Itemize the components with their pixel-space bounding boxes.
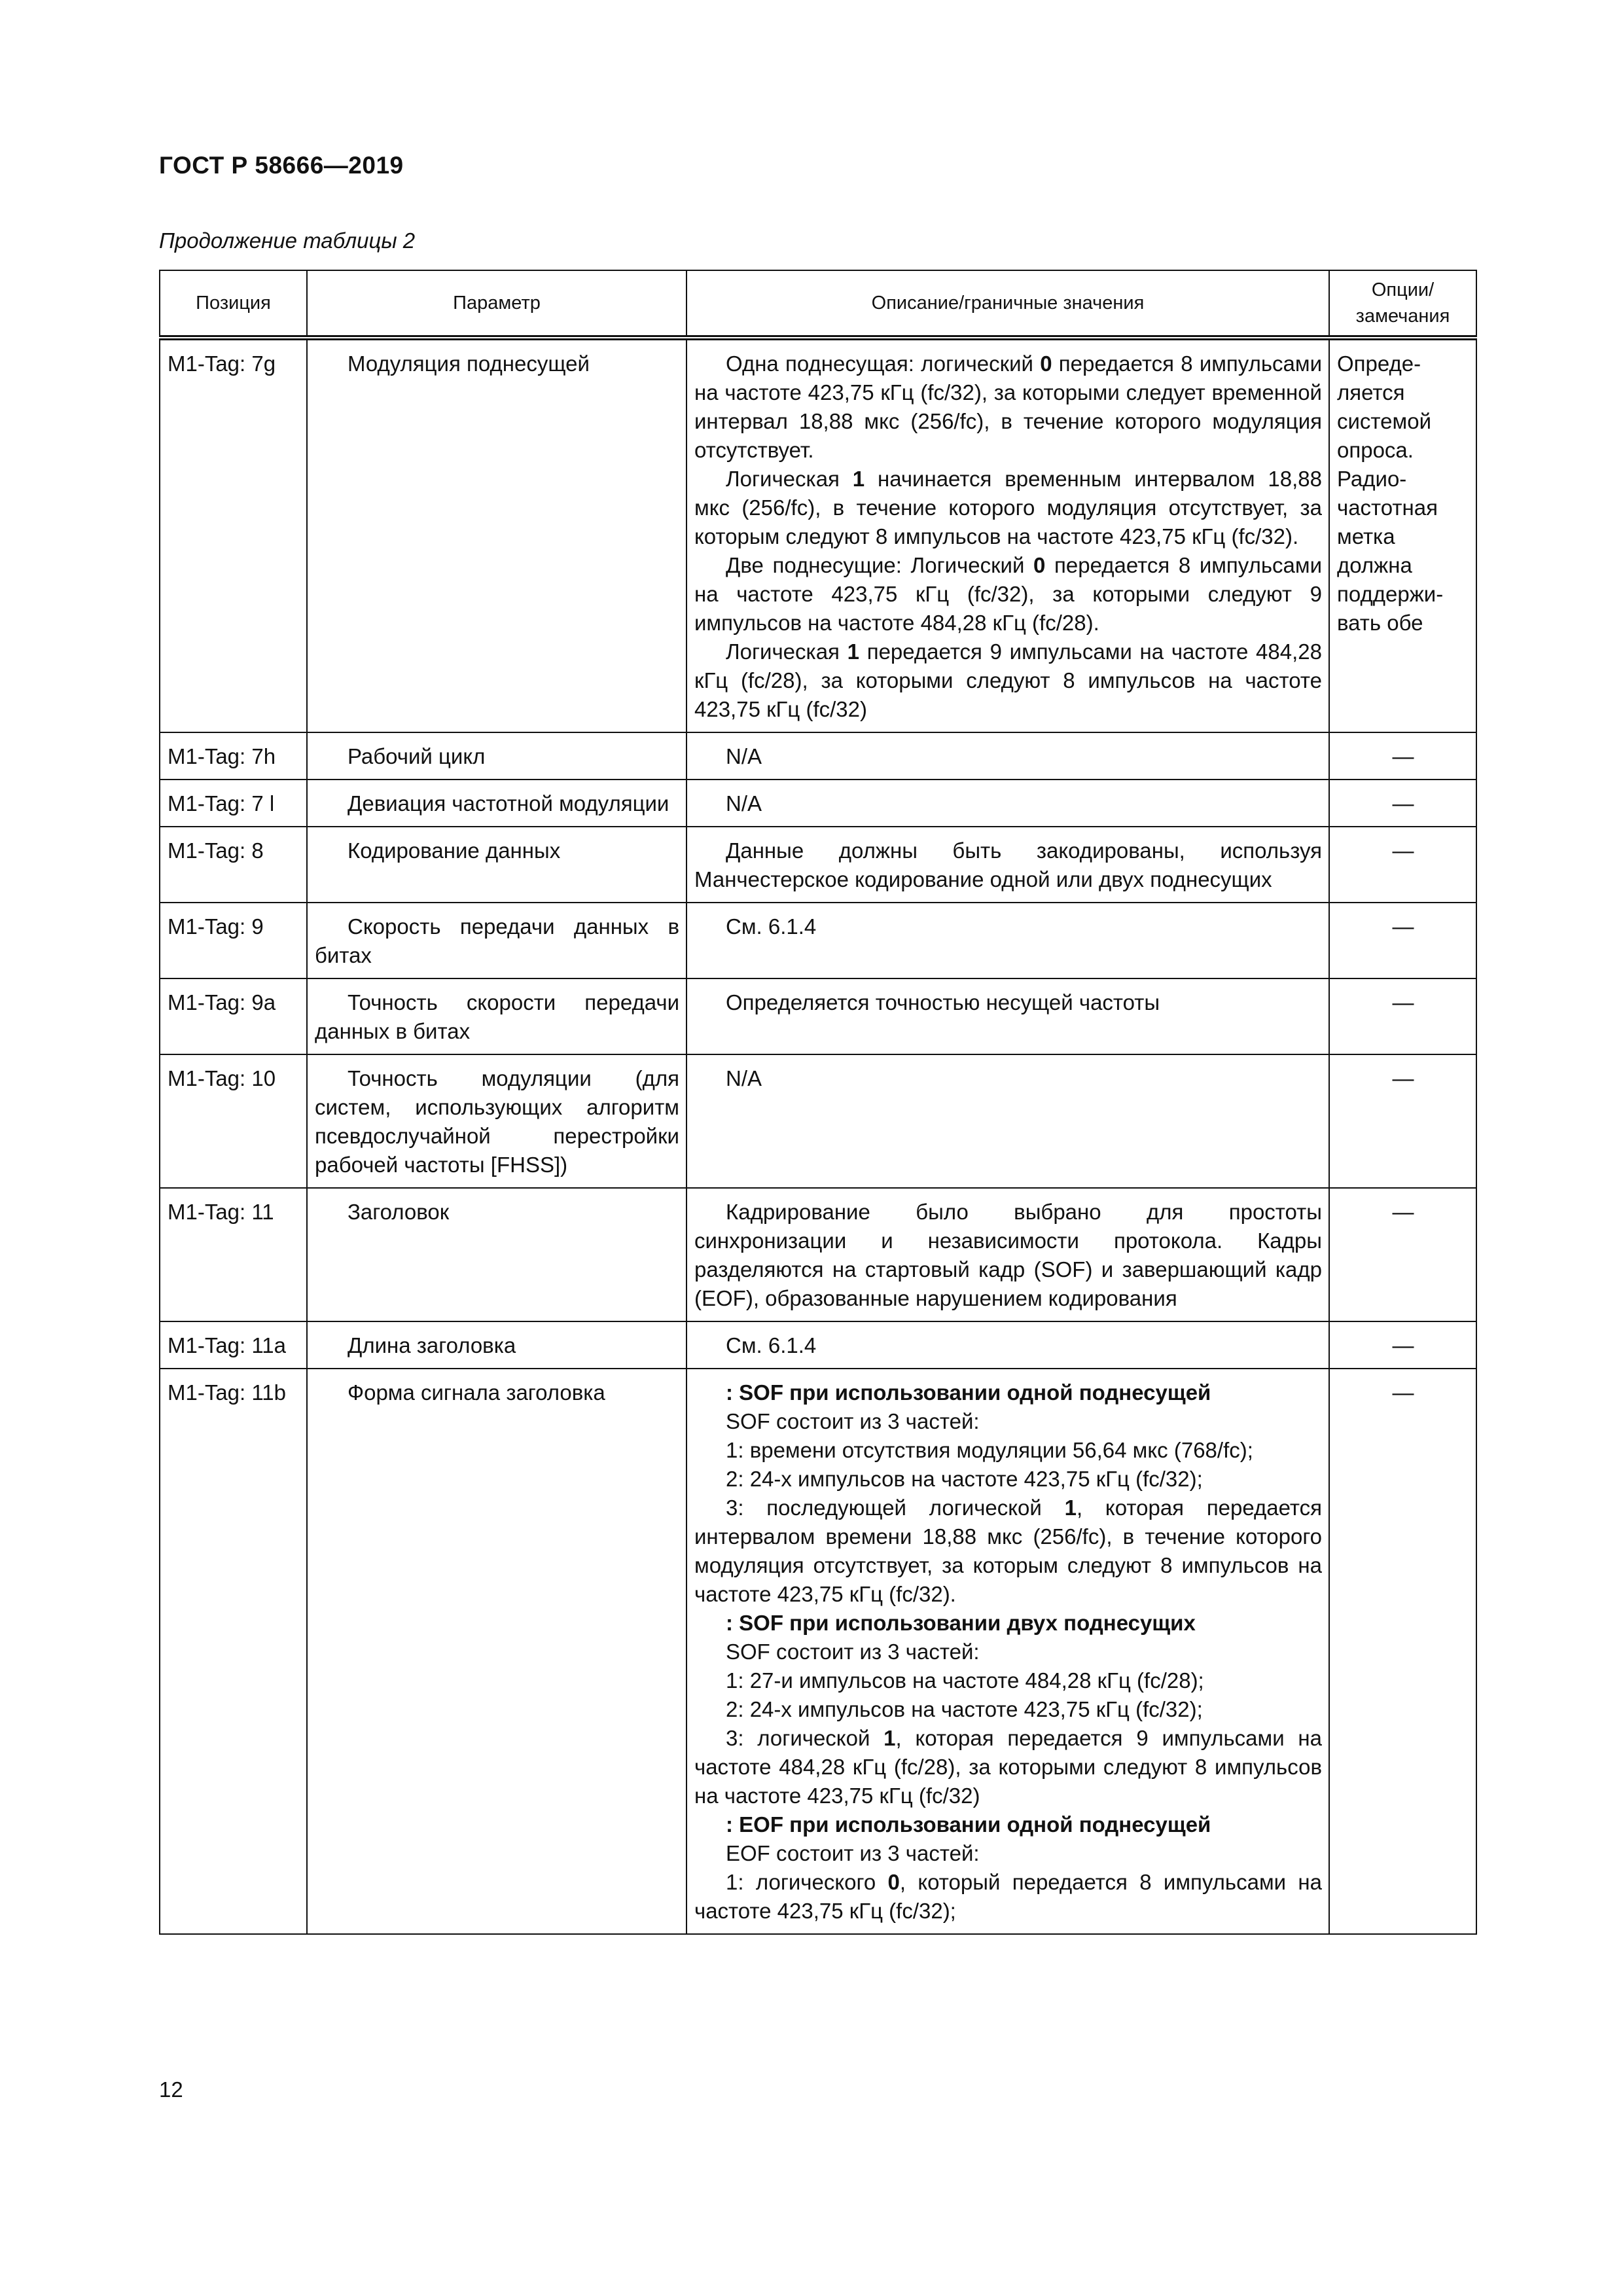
cell-position: M1-Tag: 7 l (160, 780, 307, 827)
desc-paragraph: : SOF при использовании одной поднесущей (726, 1380, 1211, 1405)
cell-note: Опреде-ляется системой опроса. Радио-частотная метка должна поддержи-вать обе (1329, 338, 1476, 732)
cell-parameter (307, 903, 687, 978)
cell-position: M1-Tag: 11b (160, 1369, 307, 1934)
cell-parameter (307, 978, 687, 1054)
desc-paragraph: N/A (726, 791, 762, 816)
cell-parameter (307, 827, 687, 903)
parameter-text: Кодирование данных (348, 838, 561, 863)
parameter-text: Форма сигнала заголовка (348, 1380, 605, 1405)
cell-position: M1-Tag: 11a (160, 1321, 307, 1369)
cell-note: — (1329, 978, 1476, 1054)
cell-position: M1-Tag: 8 (160, 827, 307, 903)
cell-parameter (307, 338, 687, 732)
cell-position: M1-Tag: 9 (160, 903, 307, 978)
cell-position: M1-Tag: 7h (160, 732, 307, 780)
desc-paragraph: 1: времени отсутствия модуляции 56,64 мкс (768/fc); (726, 1438, 1253, 1462)
desc-paragraph: SOF состоит из 3 частей: (726, 1640, 980, 1664)
parameter-text: Рабочий цикл (348, 744, 486, 768)
table-row (160, 338, 1476, 732)
col-header-parameter: Параметр (307, 270, 687, 338)
cell-note: — (1329, 1054, 1476, 1188)
cell-position: M1-Tag: 11 (160, 1188, 307, 1321)
cell-parameter (307, 732, 687, 780)
cell-note: — (1329, 780, 1476, 827)
desc-paragraph: 2: 24-х импульсов на частоте 423,75 кГц (fc/32); (726, 1467, 1203, 1491)
desc-paragraph: Кадрирование было выбрано для простоты синхронизации и независимости протокола. Кадры разделяются на стартовый кадр (SOF) и завершающий кадр (EOF), образованные нарушением кодирования (694, 1200, 1322, 1310)
desc-paragraph: Две поднесущие: Логический 0 передается 8 импульсами на частоте 423,75 кГц (fc/32), за которыми следуют 9 импульсов на частоте 484,28 кГц (fc/28). (694, 553, 1323, 635)
cell-description (687, 1369, 1329, 1934)
table-row (160, 827, 1476, 903)
desc-paragraph: 3: последующей логической 1, которая передается интервалом времени 18,88 мкс (256/fc), в течение которого модуляция отсутствует, за которым следуют 8 импульсов на частоте 423,75 кГц (fc/32). (694, 1496, 1322, 1606)
cell-note: — (1329, 1321, 1476, 1369)
table-row (160, 732, 1476, 780)
cell-description (687, 732, 1329, 780)
parameter-text: Точность модуляции (для систем, использующих алгоритм псевдослучайной перестройки рабочей частоты [FHSS]) (315, 1066, 679, 1177)
cell-description (687, 978, 1329, 1054)
cell-note: — (1329, 827, 1476, 903)
table-row (160, 978, 1476, 1054)
cell-position: M1-Tag: 9a (160, 978, 307, 1054)
desc-paragraph: SOF состоит из 3 частей: (726, 1409, 980, 1433)
table-caption: Продолжение таблицы 2 (159, 228, 416, 253)
desc-paragraph: 2: 24-х импульсов на частоте 423,75 кГц (fc/32); (726, 1697, 1203, 1721)
parameter-text: Модуляция поднесущей (348, 351, 590, 376)
desc-paragraph: : EOF при использовании одной поднесущей (726, 1812, 1211, 1837)
cell-note: — (1329, 1369, 1476, 1934)
table-row (160, 1369, 1476, 1934)
cell-parameter (307, 1369, 687, 1934)
spec-table (159, 270, 1477, 1935)
cell-description (687, 338, 1329, 732)
cell-note: — (1329, 1188, 1476, 1321)
parameter-text: Заголовок (348, 1200, 450, 1224)
desc-paragraph: См. 6.1.4 (726, 914, 817, 939)
page-number: 12 (159, 2077, 183, 2102)
cell-description (687, 1054, 1329, 1188)
cell-note: — (1329, 732, 1476, 780)
cell-parameter (307, 1321, 687, 1369)
desc-paragraph: Определяется точностью несущей частоты (726, 990, 1160, 1014)
desc-paragraph: 3: логической 1, которая передается 9 импульсами на частоте 484,28 кГц (fc/28), за которыми следуют 8 импульсов на частоте 423,75 кГц (fc/32) (694, 1726, 1322, 1808)
desc-paragraph: : SOF при использовании двух поднесущих (726, 1611, 1196, 1635)
cell-parameter (307, 1188, 687, 1321)
cell-description (687, 827, 1329, 903)
cell-note: — (1329, 903, 1476, 978)
desc-paragraph: Одна поднесущая: логический 0 передается 8 импульсами на частоте 423,75 кГц (fc/32), за которыми следует временной интервал 18,88 мкс (256/fc), в течение которого модуляция отсутствует. (694, 351, 1323, 462)
cell-description (687, 903, 1329, 978)
desc-paragraph: Данные должны быть закодированы, используя Манчестерское кодирование одной или двух поднесущих (694, 838, 1322, 891)
table-row (160, 1054, 1476, 1188)
cell-description (687, 1188, 1329, 1321)
cell-description (687, 780, 1329, 827)
parameter-text: Длина заголовка (348, 1333, 516, 1357)
parameter-text: Девиация частотной модуляции (348, 791, 669, 816)
cell-parameter (307, 1054, 687, 1188)
desc-paragraph: 1: 27-и импульсов на частоте 484,28 кГц (fc/28); (726, 1668, 1204, 1693)
parameter-text: Точность скорости передачи данных в битах (315, 990, 679, 1043)
desc-paragraph: Логическая 1 передается 9 импульсами на частоте 484,28 кГц (fc/28), за которыми следуют 8 импульсов на частоте 423,75 кГц (fc/32) (694, 639, 1322, 721)
table-row (160, 780, 1476, 827)
cell-description (687, 1321, 1329, 1369)
desc-paragraph: N/A (726, 1066, 762, 1090)
cell-position: M1-Tag: 7g (160, 338, 307, 732)
desc-paragraph: 1: логического 0, который передается 8 импульсами на частоте 423,75 кГц (fc/32); (694, 1870, 1322, 1923)
desc-paragraph: См. 6.1.4 (726, 1333, 817, 1357)
table-row (160, 903, 1476, 978)
table-header-row (160, 270, 1476, 338)
desc-paragraph: Логическая 1 начинается временным интервалом 18,88 мкс (256/fc), в течение которого модуляция отсутствует, за которым следуют 8 импульсов на частоте 423,75 кГц (fc/32). (694, 467, 1322, 548)
col-header-options: Опции/ замечания (1329, 270, 1476, 338)
desc-paragraph: N/A (726, 744, 762, 768)
col-header-position: Позиция (160, 270, 307, 338)
desc-paragraph: EOF состоит из 3 частей: (726, 1841, 980, 1865)
cell-parameter (307, 780, 687, 827)
parameter-text: Скорость передачи данных в битах (315, 914, 679, 967)
col-header-description: Описание/граничные значения (687, 270, 1329, 338)
table-row (160, 1321, 1476, 1369)
cell-position: M1-Tag: 10 (160, 1054, 307, 1188)
document-code: ГОСТ Р 58666—2019 (159, 152, 404, 179)
table-row (160, 1188, 1476, 1321)
